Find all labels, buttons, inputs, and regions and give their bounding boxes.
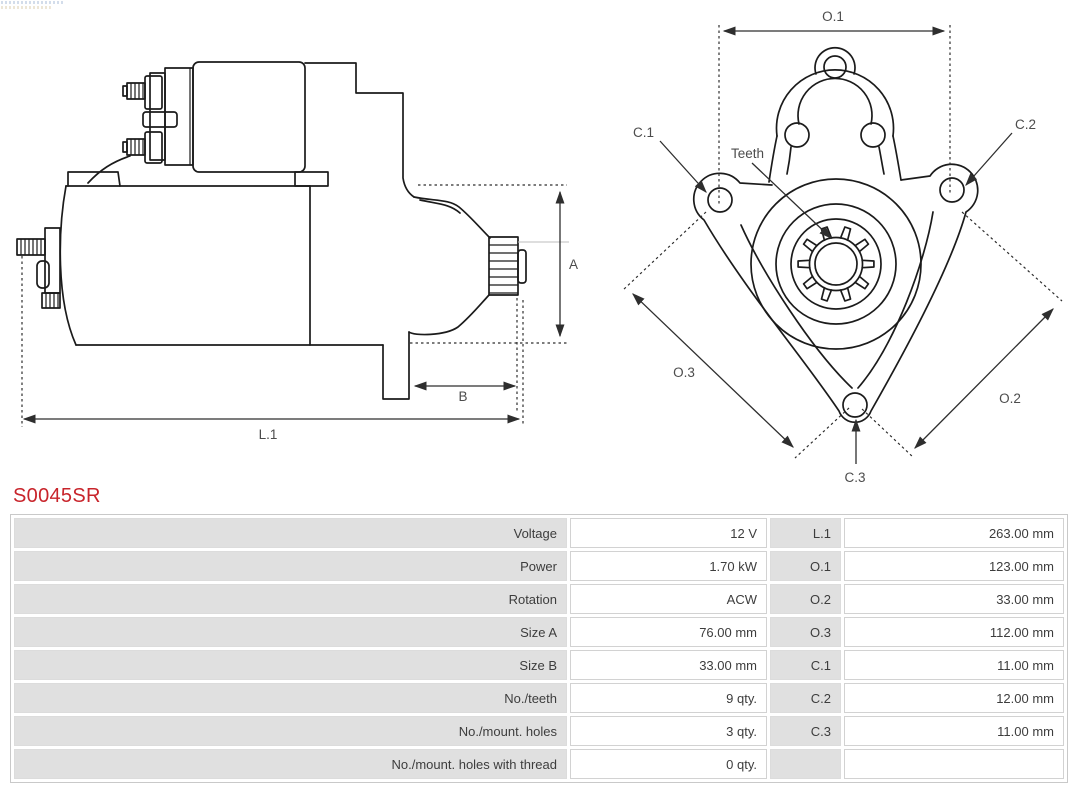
drive-end-housing (305, 63, 490, 399)
leader-c2 (966, 133, 1012, 185)
spec-label-cell: No./mount. holes with thread (14, 749, 567, 779)
dim-value-cell (844, 749, 1064, 779)
spec-value-cell: 33.00 mm (570, 650, 767, 680)
spec-value-cell: 9 qty. (570, 683, 767, 713)
rear-terminals (17, 228, 60, 308)
table-row (14, 617, 1064, 647)
solenoid (88, 62, 328, 186)
dim-value-cell: 11.00 mm (844, 716, 1064, 746)
spec-value-cell: ACW (570, 584, 767, 614)
dimension-lines (22, 185, 578, 442)
mounting-hole-c1 (708, 188, 732, 212)
dim-label-cell: L.1 (770, 518, 841, 548)
top-bracket (769, 48, 901, 182)
spec-label-cell: Voltage (14, 518, 567, 548)
leader-teeth (752, 163, 831, 238)
dim-value-cell: 11.00 mm (844, 650, 1064, 680)
side-view-technical-drawing (0, 0, 600, 470)
dim-value-cell: 112.00 mm (844, 617, 1064, 647)
spec-value-cell: 0 qty. (570, 749, 767, 779)
mounting-flange (694, 164, 978, 422)
dim-value-cell: 263.00 mm (844, 518, 1064, 548)
dim-label-cell: C.1 (770, 650, 841, 680)
dim-value-cell: 33.00 mm (844, 584, 1064, 614)
dim-label-cell: O.1 (770, 551, 841, 581)
dim-value-cell: 123.00 mm (844, 551, 1064, 581)
spec-label-cell: No./teeth (14, 683, 567, 713)
dim-label-cell: C.2 (770, 683, 841, 713)
label-o3: O.3 (673, 365, 695, 380)
spec-label-cell: Power (14, 551, 567, 581)
spec-value-cell: 12 V (570, 518, 767, 548)
label-size-a: A (569, 257, 579, 272)
leader-c1 (660, 141, 706, 192)
table-row (14, 584, 1064, 614)
dimension-lines (623, 9, 1062, 485)
gear-assembly (751, 179, 921, 349)
top-bracket-left-hole (785, 123, 809, 147)
flange-inner-contour-left (741, 225, 852, 388)
dim-label-cell: C.3 (770, 716, 841, 746)
mounting-foot (383, 332, 409, 399)
spec-label-cell: No./mount. holes (14, 716, 567, 746)
pinion-gear (489, 237, 569, 295)
spec-table-body (14, 518, 1064, 779)
label-c2: C.2 (1015, 117, 1037, 132)
spec-value-cell: 76.00 mm (570, 617, 767, 647)
table-row (14, 518, 1064, 548)
spec-label-cell: Size B (14, 650, 567, 680)
spec-value-cell: 3 qty. (570, 716, 767, 746)
spec-label-cell: Rotation (14, 584, 567, 614)
mounting-hole-c3 (843, 393, 867, 417)
label-o2: O.2 (999, 391, 1021, 406)
label-teeth: Teeth (731, 146, 765, 161)
table-row (14, 683, 1064, 713)
dim-label-cell (770, 749, 841, 779)
label-o1: O.1 (822, 9, 844, 24)
table-row (14, 749, 1064, 779)
top-bracket-right-hole (861, 123, 885, 147)
table-row (14, 650, 1064, 680)
label-c3: C.3 (844, 470, 866, 485)
spec-table (10, 514, 1068, 783)
spec-value-cell: 1.70 kW (570, 551, 767, 581)
table-row (14, 551, 1064, 581)
table-row (14, 716, 1064, 746)
flange-inner-contour-right (858, 212, 933, 388)
dim-label-cell: O.2 (770, 584, 841, 614)
terminal-wire (88, 156, 130, 183)
spec-label-cell: Size A (14, 617, 567, 647)
dimension-o2 (915, 309, 1053, 448)
mounting-hole-c2 (940, 178, 964, 202)
motor-body (60, 172, 383, 345)
label-length-l1: L.1 (258, 427, 278, 442)
part-number: S0045SR (13, 485, 101, 507)
label-c1: C.1 (633, 125, 655, 140)
dim-value-cell: 12.00 mm (844, 683, 1064, 713)
label-size-b: B (458, 389, 468, 404)
dim-label-cell: O.3 (770, 617, 841, 647)
shaft-bore (815, 243, 857, 285)
top-bracket-hole (824, 56, 846, 78)
front-view-technical-drawing (600, 0, 1080, 500)
